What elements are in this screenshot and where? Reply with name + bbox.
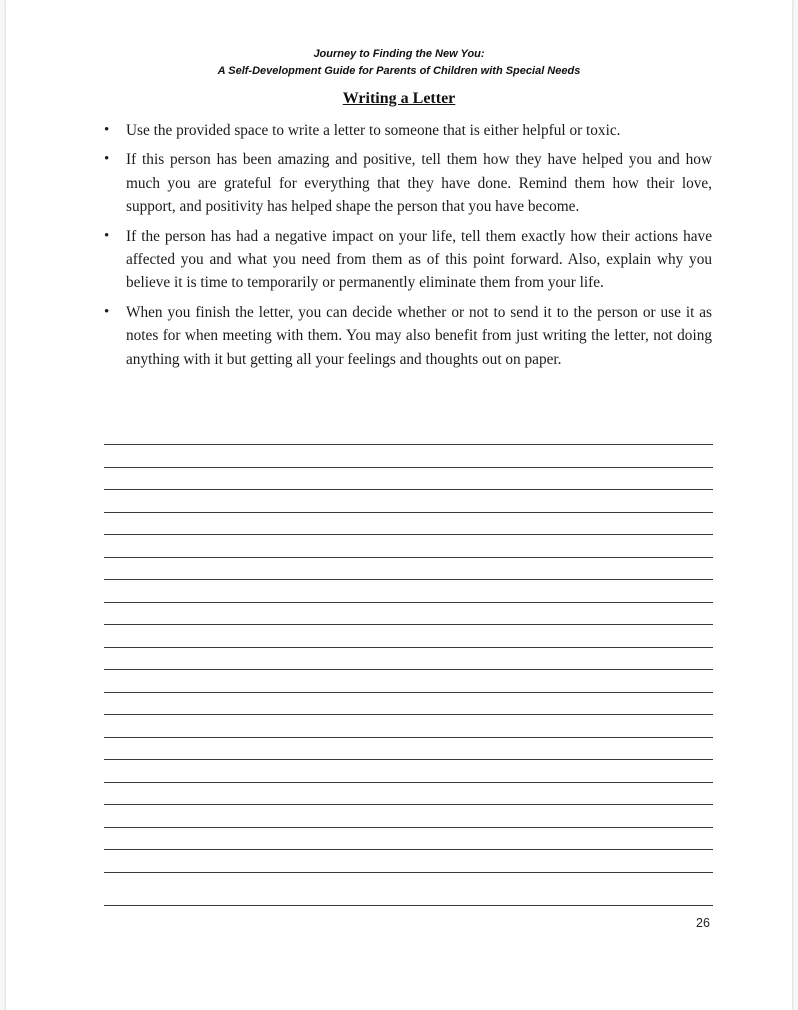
writing-line[interactable] (104, 692, 713, 693)
instruction-text: If the person has had a negative impact on your life, tell them exactly how their actions have affected you and what you need from them as of this point forward. Also, explain why you believe it is time to temporarily or permanently eliminate them from your life. (126, 227, 712, 292)
bullet-icon: • (104, 151, 110, 168)
writing-line[interactable] (104, 467, 713, 468)
instruction-text: Use the provided space to write a letter to someone that is either helpful or toxic. (126, 122, 621, 139)
instruction-item (104, 301, 712, 371)
writing-line[interactable] (104, 759, 713, 760)
writing-line[interactable] (104, 714, 713, 715)
header-line-1: Journey to Finding the New You: (313, 48, 485, 60)
instruction-item (104, 119, 712, 142)
bullet-icon: • (104, 227, 110, 244)
writing-line[interactable] (104, 647, 713, 648)
instruction-text: When you finish the letter, you can decide whether or not to send it to the person or use it as notes for when meeting with them. You may also benefit from just writing the letter, not doing anything with it but getting all your feelings and thoughts out on paper. (126, 303, 712, 368)
writing-line[interactable] (104, 905, 713, 906)
instructions-list (104, 119, 712, 377)
instruction-item (104, 148, 712, 218)
running-header (6, 46, 792, 80)
writing-line[interactable] (104, 872, 713, 873)
page-number: 26 (696, 916, 710, 930)
writing-line[interactable] (104, 827, 713, 828)
writing-line[interactable] (104, 557, 713, 558)
writing-line[interactable] (104, 737, 713, 738)
writing-line[interactable] (104, 669, 713, 670)
instruction-item (104, 225, 712, 295)
document-page (6, 0, 792, 1010)
writing-line[interactable] (104, 579, 713, 580)
writing-line[interactable] (104, 602, 713, 603)
bullet-icon: • (104, 303, 110, 320)
writing-line[interactable] (104, 624, 713, 625)
writing-line[interactable] (104, 782, 713, 783)
writing-line[interactable] (104, 489, 713, 490)
bullet-icon: • (104, 122, 110, 138)
writing-line[interactable] (104, 444, 713, 445)
header-line-2: A Self-Development Guide for Parents of Children with Special Needs (217, 65, 581, 77)
writing-line[interactable] (104, 804, 713, 805)
writing-line[interactable] (104, 512, 713, 513)
instruction-text: If this person has been amazing and positive, tell them how they have helped you and how much you are grateful for everything that they have done. Remind them how their love, support, and positivity has helped shape the person that you have become. (126, 151, 712, 216)
section-title: Writing a Letter (342, 90, 456, 107)
writing-line[interactable] (104, 849, 713, 850)
writing-line[interactable] (104, 534, 713, 535)
